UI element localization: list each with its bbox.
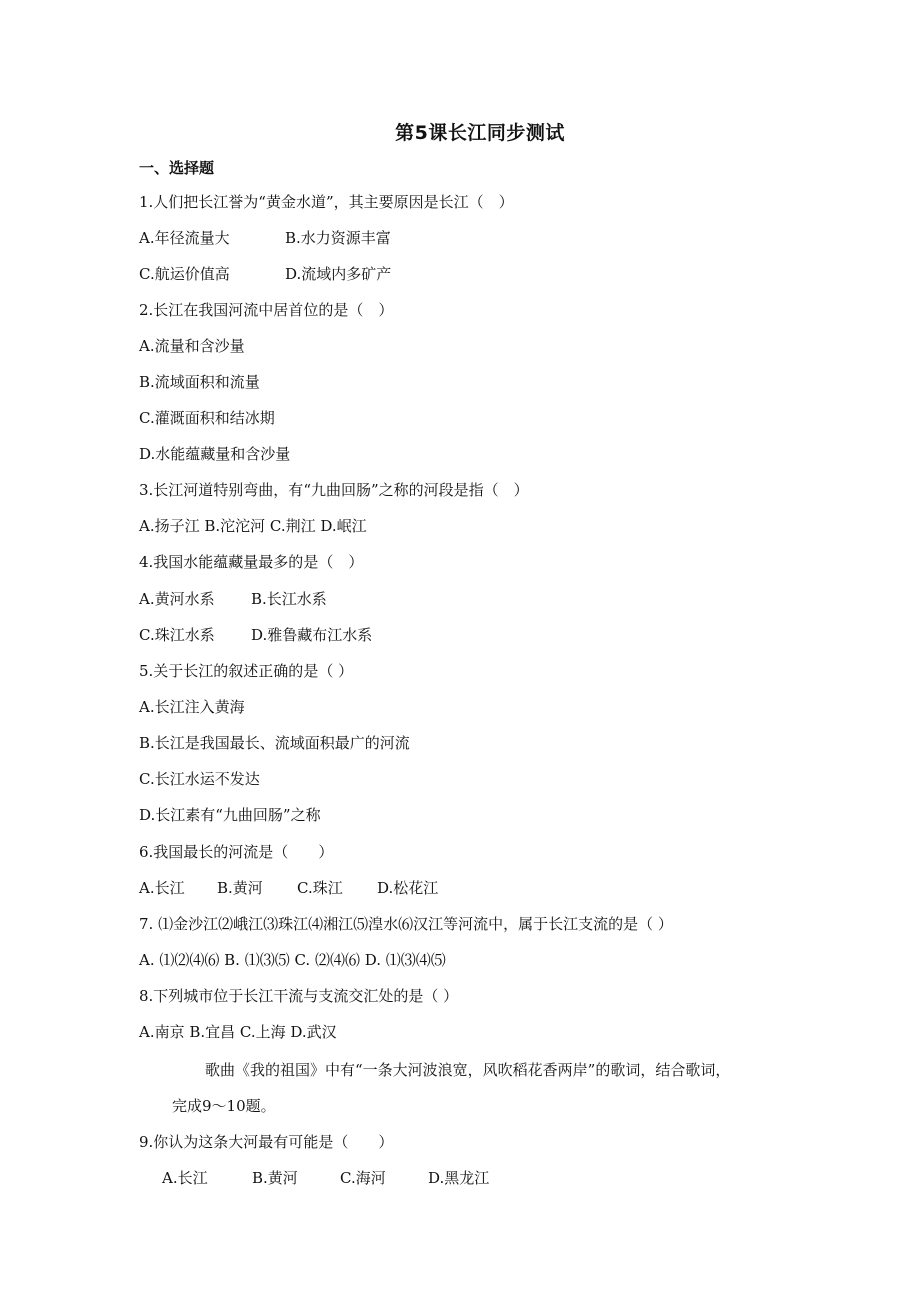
options-row	[139, 878, 438, 898]
option: D.雅鲁藏布江水系	[251, 626, 373, 644]
option: A.年径流量大	[139, 229, 230, 247]
option: B.流域面积和流量	[139, 373, 260, 391]
question-3: 3.长江河道特别弯曲，有“九曲回肠”之称的河段是指（ ）	[139, 481, 529, 499]
question-2: 2.长江在我国河流中居首位的是（ ）	[139, 301, 394, 319]
option: A.扬子江 B.沱沱河 C.荆江 D.岷江	[139, 517, 367, 535]
options-row	[162, 1168, 489, 1188]
options-row	[139, 625, 372, 645]
question-5: 5.关于长江的叙述正确的是（ ）	[139, 662, 354, 680]
passage-line-1: 歌曲《我的祖国》中有“一条大河波浪宽，风吹稻花香两岸”的歌词，结合歌词，	[205, 1061, 731, 1079]
options-row	[139, 228, 391, 248]
options-row	[139, 264, 391, 284]
option: A.长江	[162, 1169, 208, 1187]
option: D.水能蕴藏量和含沙量	[139, 445, 291, 463]
option: C.长江水运不发达	[139, 770, 260, 788]
option: B.黄河	[217, 879, 263, 897]
option: A.长江注入黄海	[139, 698, 245, 716]
option: B.水力资源丰富	[285, 229, 391, 247]
option: C.珠江	[297, 879, 343, 897]
question-4: 4.我国水能蕴藏量最多的是（ ）	[139, 553, 364, 571]
question-6: 6.我国最长的河流是（ ）	[139, 843, 334, 861]
option: B.黄河	[252, 1169, 298, 1187]
option: A.南京 B.宜昌 C.上海 D.武汉	[139, 1023, 337, 1041]
question-7: 7. ⑴金沙江⑵峨江⑶珠江⑷湘江⑸湟水⑹汉江等河流中，属于长江支流的是（ ）	[139, 915, 673, 933]
option: C.灌溉面积和结冰期	[139, 409, 275, 427]
question-1: 1.人们把长江誉为“黄金水道”，其主要原因是长江（ ）	[139, 193, 514, 211]
option: C.珠江水系	[139, 626, 215, 644]
option: D.流域内多矿产	[285, 265, 392, 283]
option: D.黑龙江	[428, 1169, 490, 1187]
section-heading: 一、选择题	[139, 159, 215, 177]
option: A.黄河水系	[139, 590, 215, 608]
option: A.流量和含沙量	[139, 337, 245, 355]
option: A. ⑴⑵⑷⑹ B. ⑴⑶⑸ C. ⑵⑷⑹ D. ⑴⑶⑷⑸	[139, 951, 446, 969]
option: C.海河	[340, 1169, 386, 1187]
option: B.长江是我国最长、流域面积最广的河流	[139, 734, 410, 752]
option: C.航运价值高	[139, 265, 230, 283]
options-row	[139, 589, 327, 609]
option: A.长江	[139, 879, 185, 897]
page-title: 第5课长江同步测试	[395, 122, 565, 144]
option: B.长江水系	[251, 590, 327, 608]
option: D.长江素有“九曲回肠”之称	[139, 806, 321, 824]
question-9: 9.你认为这条大河最有可能是（ ）	[139, 1133, 394, 1151]
passage-line-2: 完成9～10题。	[172, 1097, 276, 1115]
option: D.松花江	[377, 879, 439, 897]
question-8: 8.下列城市位于长江干流与支流交汇处的是（ ）	[139, 987, 459, 1005]
